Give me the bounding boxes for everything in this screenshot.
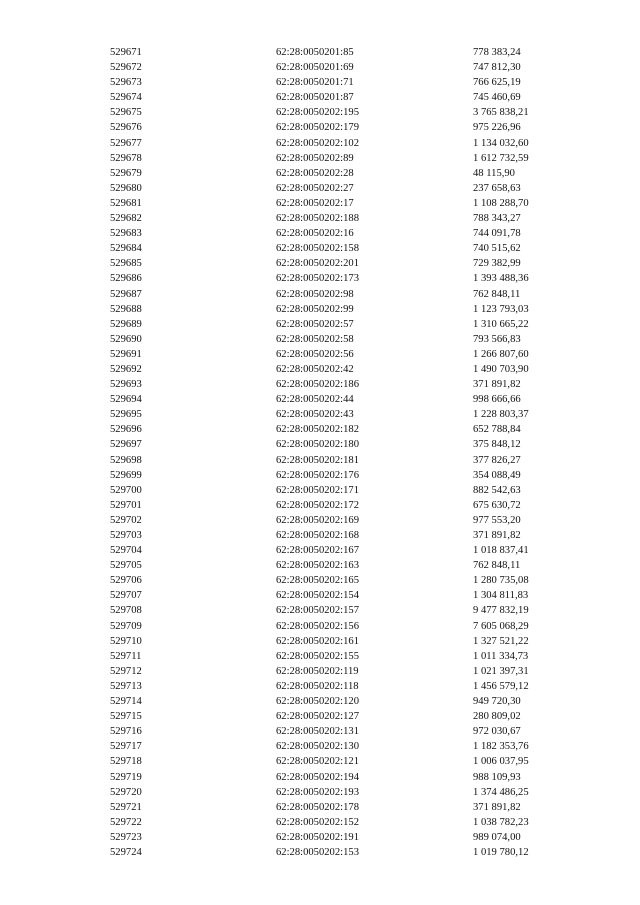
table-row [110, 528, 550, 543]
cadastral-value: 377 826,27 [473, 454, 521, 466]
cadastral-number: 62:28:0050202:167 [276, 545, 359, 557]
row-number: 529706 [110, 575, 142, 587]
row-number: 529709 [110, 620, 142, 632]
cadastral-value: 354 088,49 [473, 469, 521, 481]
cadastral-value: 998 666,66 [473, 394, 521, 406]
cadastral-number: 62:28:0050202:44 [276, 394, 354, 406]
table-row [110, 407, 550, 422]
row-number: 529719 [110, 771, 142, 783]
row-number: 529722 [110, 816, 142, 828]
row-number: 529688 [110, 303, 142, 315]
row-number: 529695 [110, 409, 142, 421]
cadastral-number: 62:28:0050202:153 [276, 846, 359, 858]
row-number: 529691 [110, 348, 142, 360]
table-row [110, 60, 550, 75]
row-number: 529724 [110, 846, 142, 858]
row-number: 529692 [110, 363, 142, 375]
cadastral-number: 62:28:0050202:118 [276, 680, 359, 692]
table-row [110, 830, 550, 845]
cadastral-number: 62:28:0050202:16 [276, 228, 354, 240]
cadastral-value: 371 891,82 [473, 801, 521, 813]
row-number: 529674 [110, 92, 142, 104]
table-row [110, 105, 550, 120]
cadastral-value: 375 848,12 [473, 439, 521, 451]
cadastral-number: 62:28:0050202:193 [276, 786, 359, 798]
cadastral-number: 62:28:0050202:155 [276, 650, 359, 662]
cadastral-value: 729 382,99 [473, 258, 521, 270]
cadastral-number: 62:28:0050202:43 [276, 409, 354, 421]
cadastral-number: 62:28:0050202:179 [276, 122, 359, 134]
row-number: 529710 [110, 635, 142, 647]
table-row [110, 483, 550, 498]
cadastral-number: 62:28:0050202:156 [276, 620, 359, 632]
cadastral-number: 62:28:0050202:195 [276, 107, 359, 119]
cadastral-value: 762 848,11 [473, 560, 521, 572]
table-row [110, 287, 550, 302]
cadastral-number: 62:28:0050202:186 [276, 379, 359, 391]
cadastral-value: 1 456 579,12 [473, 680, 529, 692]
cadastral-number: 62:28:0050202:131 [276, 726, 359, 738]
cadastral-value: 949 720,30 [473, 696, 521, 708]
cadastral-value: 972 030,67 [473, 726, 521, 738]
row-number: 529723 [110, 831, 142, 843]
cadastral-value: 989 074,00 [473, 831, 521, 843]
row-number: 529707 [110, 590, 142, 602]
cadastral-value: 3 765 838,21 [473, 107, 529, 119]
cadastral-number: 62:28:0050202:56 [276, 348, 354, 360]
cadastral-number: 62:28:0050202:178 [276, 801, 359, 813]
cadastral-number: 62:28:0050202:130 [276, 741, 359, 753]
cadastral-value: 988 109,93 [473, 771, 521, 783]
cadastral-number: 62:28:0050202:191 [276, 831, 359, 843]
cadastral-number: 62:28:0050202:120 [276, 696, 359, 708]
cadastral-value: 975 226,96 [473, 122, 521, 134]
table-row [110, 347, 550, 362]
cadastral-value: 1 123 793,03 [473, 303, 529, 315]
cadastral-number: 62:28:0050202:42 [276, 363, 354, 375]
cadastral-number: 62:28:0050202:127 [276, 711, 359, 723]
cadastral-value: 1 018 837,41 [473, 545, 529, 557]
row-number: 529679 [110, 167, 142, 179]
cadastral-value: 1 327 521,22 [473, 635, 529, 647]
table-row [110, 226, 550, 241]
cadastral-value: 1 304 811,83 [473, 590, 529, 602]
cadastral-value: 762 848,11 [473, 288, 521, 300]
cadastral-number: 62:28:0050202:99 [276, 303, 354, 315]
cadastral-number: 62:28:0050202:57 [276, 318, 354, 330]
cadastral-number: 62:28:0050202:171 [276, 484, 359, 496]
row-number: 529687 [110, 288, 142, 300]
table-row [110, 362, 550, 377]
cadastral-value: 371 891,82 [473, 379, 521, 391]
row-number: 529681 [110, 197, 142, 209]
cadastral-value: 371 891,82 [473, 530, 521, 541]
table-row [110, 151, 550, 166]
cadastral-number: 62:28:0050202:169 [276, 514, 359, 526]
table-row [110, 573, 550, 588]
cadastral-value: 1 011 334,73 [473, 650, 529, 662]
cadastral-number: 62:28:0050202:176 [276, 469, 359, 481]
cadastral-number: 62:28:0050202:168 [276, 530, 359, 541]
cadastral-value: 237 658,63 [473, 182, 521, 194]
row-number: 529672 [110, 62, 142, 74]
row-number: 529677 [110, 137, 142, 149]
cadastral-value: 1 019 780,12 [473, 846, 529, 858]
cadastral-number: 62:28:0050202:154 [276, 590, 359, 602]
row-number: 529684 [110, 243, 142, 255]
row-number: 529713 [110, 680, 142, 692]
cadastral-number: 62:28:0050202:161 [276, 635, 359, 647]
row-number: 529708 [110, 605, 142, 617]
cadastral-value: 1 393 488,36 [473, 273, 529, 285]
table-row [110, 603, 550, 618]
row-number: 529716 [110, 726, 142, 738]
table-row [110, 468, 550, 483]
table-row [110, 619, 550, 634]
table-row [110, 90, 550, 105]
cadastral-number: 62:28:0050202:158 [276, 243, 359, 255]
table-row [110, 724, 550, 739]
table-row [110, 332, 550, 347]
row-number: 529704 [110, 545, 142, 557]
cadastral-value: 1 006 037,95 [473, 756, 529, 768]
row-number: 529712 [110, 665, 142, 677]
table-row [110, 196, 550, 211]
table-row [110, 664, 550, 679]
cadastral-value: 766 625,19 [473, 77, 521, 89]
cadastral-value: 1 280 735,08 [473, 575, 529, 587]
cadastral-value: 1 182 353,76 [473, 741, 529, 753]
table-row [110, 317, 550, 332]
row-number: 529682 [110, 213, 142, 225]
cadastral-number: 62:28:0050202:119 [276, 665, 359, 677]
cadastral-value: 1 266 807,60 [473, 348, 529, 360]
table-row [110, 770, 550, 785]
row-number: 529689 [110, 318, 142, 330]
row-number: 529680 [110, 182, 142, 194]
cadastral-number: 62:28:0050202:181 [276, 454, 359, 466]
row-number: 529676 [110, 122, 142, 134]
cadastral-value: 1 228 803,37 [473, 409, 529, 421]
cadastral-value: 1 108 288,70 [473, 197, 529, 209]
cadastral-number: 62:28:0050202:102 [276, 137, 359, 149]
table-row [110, 498, 550, 513]
cadastral-value: 740 515,62 [473, 243, 521, 255]
cadastral-value: 882 542,63 [473, 484, 521, 496]
table-row [110, 437, 550, 452]
table-row [110, 302, 550, 317]
row-number: 529715 [110, 711, 142, 723]
cadastral-value: 7 605 068,29 [473, 620, 529, 632]
row-number: 529698 [110, 454, 142, 466]
table-row [110, 709, 550, 724]
table-row [110, 181, 550, 196]
cadastral-value: 747 812,30 [473, 62, 521, 74]
table-row [110, 588, 550, 603]
row-number: 529705 [110, 560, 142, 572]
table-row [110, 649, 550, 664]
cadastral-value: 1 490 703,90 [473, 363, 529, 375]
table-row [110, 800, 550, 815]
table-row [110, 392, 550, 407]
cadastral-number: 62:28:0050201:85 [276, 47, 354, 58]
cadastral-value: 788 343,27 [473, 213, 521, 225]
row-number: 529685 [110, 258, 142, 270]
cadastral-value: 977 553,20 [473, 514, 521, 526]
cadastral-value: 48 115,90 [473, 167, 515, 179]
row-number: 529673 [110, 77, 142, 89]
table-row [110, 45, 550, 60]
row-number: 529717 [110, 741, 142, 753]
row-number: 529678 [110, 152, 142, 164]
cadastral-number: 62:28:0050202:157 [276, 605, 359, 617]
table-row [110, 739, 550, 754]
row-number: 529718 [110, 756, 142, 768]
cadastral-number: 62:28:0050202:172 [276, 499, 359, 511]
row-number: 529703 [110, 530, 142, 541]
row-number: 529696 [110, 424, 142, 436]
cadastral-value: 1 374 486,25 [473, 786, 529, 798]
cadastral-number: 62:28:0050202:182 [276, 424, 359, 436]
row-number: 529683 [110, 228, 142, 240]
cadastral-number: 62:28:0050202:201 [276, 258, 359, 270]
cadastral-number: 62:28:0050202:17 [276, 197, 354, 209]
row-number: 529697 [110, 439, 142, 451]
row-number: 529686 [110, 273, 142, 285]
row-number: 529690 [110, 333, 142, 345]
table-row [110, 256, 550, 271]
table-row [110, 845, 550, 860]
table-row [110, 211, 550, 226]
cadastral-value: 9 477 832,19 [473, 605, 529, 617]
cadastral-number: 62:28:0050202:173 [276, 273, 359, 285]
table-row [110, 815, 550, 830]
cadastral-number: 62:28:0050202:165 [276, 575, 359, 587]
row-number: 529711 [110, 650, 142, 662]
table-row [110, 453, 550, 468]
cadastral-number: 62:28:0050202:194 [276, 771, 359, 783]
cadastral-number: 62:28:0050202:58 [276, 333, 354, 345]
cadastral-value: 778 383,24 [473, 47, 521, 58]
table-row [110, 377, 550, 392]
cadastral-value: 1 021 397,31 [473, 665, 529, 677]
cadastral-number: 62:28:0050201:69 [276, 62, 354, 74]
table-row [110, 558, 550, 573]
row-number: 529675 [110, 107, 142, 119]
cadastral-number: 62:28:0050202:121 [276, 756, 359, 768]
cadastral-value: 675 630,72 [473, 499, 521, 511]
row-number: 529694 [110, 394, 142, 406]
cadastral-number: 62:28:0050201:71 [276, 77, 354, 89]
table-row [110, 241, 550, 256]
table-row [110, 679, 550, 694]
cadastral-number: 62:28:0050202:89 [276, 152, 354, 164]
cadastral-value-table [110, 45, 550, 860]
row-number: 529701 [110, 499, 142, 511]
cadastral-value: 745 460,69 [473, 92, 521, 104]
cadastral-value: 652 788,84 [473, 424, 521, 436]
table-row [110, 543, 550, 558]
table-row [110, 754, 550, 769]
table-row [110, 166, 550, 181]
cadastral-number: 62:28:0050202:180 [276, 439, 359, 451]
cadastral-value: 793 566,83 [473, 333, 521, 345]
table-row [110, 136, 550, 151]
table-row [110, 422, 550, 437]
cadastral-value: 1 038 782,23 [473, 816, 529, 828]
row-number: 529700 [110, 484, 142, 496]
cadastral-value: 1 310 665,22 [473, 318, 529, 330]
table-row [110, 785, 550, 800]
cadastral-value: 1 134 032,60 [473, 137, 529, 149]
table-row [110, 120, 550, 135]
cadastral-number: 62:28:0050202:27 [276, 182, 354, 194]
row-number: 529699 [110, 469, 142, 481]
cadastral-number: 62:28:0050202:28 [276, 167, 354, 179]
row-number: 529702 [110, 514, 142, 526]
table-row [110, 694, 550, 709]
row-number: 529720 [110, 786, 142, 798]
row-number: 529671 [110, 47, 142, 58]
cadastral-number: 62:28:0050202:152 [276, 816, 359, 828]
cadastral-number: 62:28:0050201:87 [276, 92, 354, 104]
table-row [110, 271, 550, 286]
cadastral-value: 1 612 732,59 [473, 152, 529, 164]
row-number: 529693 [110, 379, 142, 391]
table-row [110, 75, 550, 90]
cadastral-value: 280 809,02 [473, 711, 521, 723]
cadastral-number: 62:28:0050202:188 [276, 213, 359, 225]
cadastral-number: 62:28:0050202:98 [276, 288, 354, 300]
table-row [110, 634, 550, 649]
cadastral-value: 744 091,78 [473, 228, 521, 240]
row-number: 529714 [110, 696, 142, 708]
cadastral-number: 62:28:0050202:163 [276, 560, 359, 572]
table-row [110, 513, 550, 528]
row-number: 529721 [110, 801, 142, 813]
